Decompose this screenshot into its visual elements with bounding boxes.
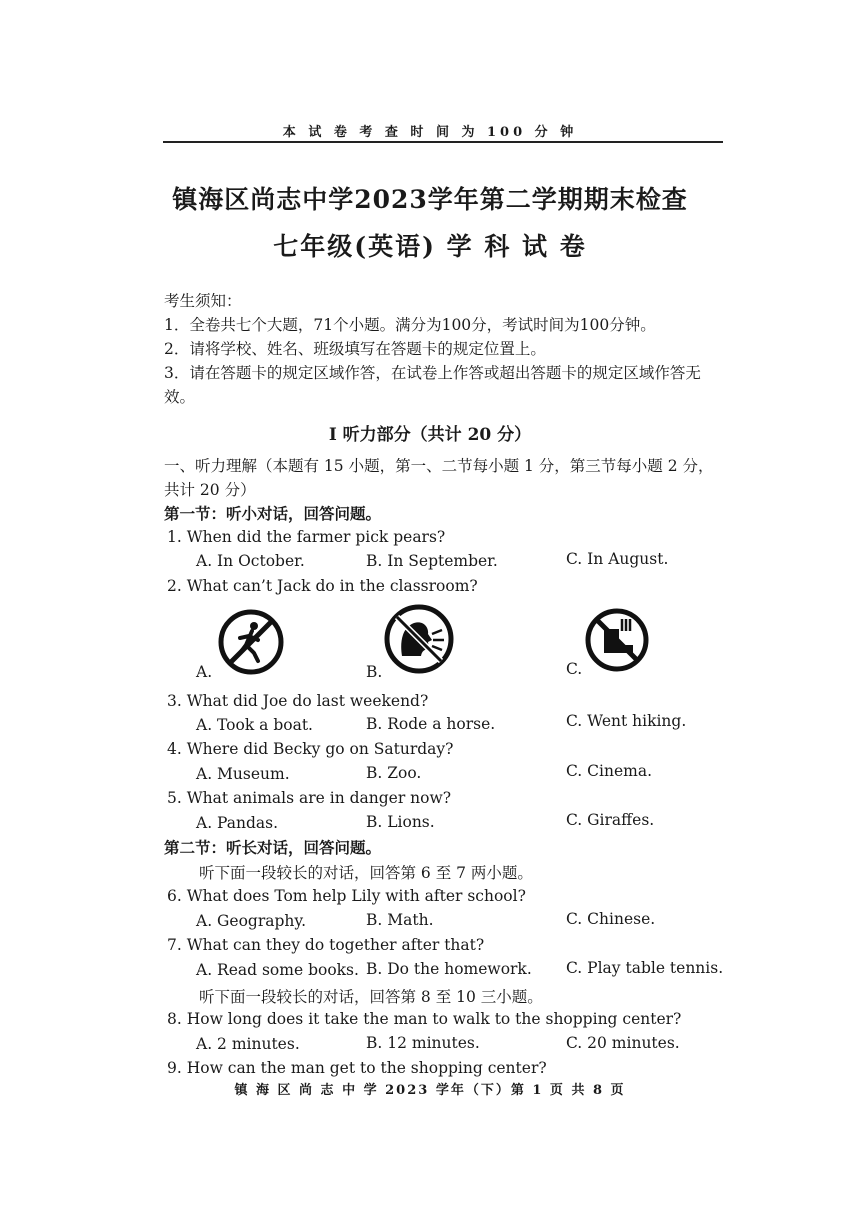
option-b: B. Zoo. xyxy=(366,764,422,782)
option-c: C. 20 minutes. xyxy=(566,1034,680,1052)
notice-item: 2．请将学校、姓名、班级填写在答题卡的规定位置上。 xyxy=(164,340,546,358)
subsection-heading: 第一节：听小对话，回答问题。 xyxy=(164,504,382,523)
subsection-heading: 第二节：听长对话，回答问题。 xyxy=(164,838,382,857)
option-b: B. 12 minutes. xyxy=(366,1034,480,1052)
option-a: A. Geography. xyxy=(196,912,307,930)
question: 7. What can they do together after that? xyxy=(167,936,485,954)
no-eating-icon xyxy=(584,607,650,677)
question: 9. How can the man get to the shopping center? xyxy=(167,1059,547,1077)
option-b: B. Lions. xyxy=(366,813,435,831)
no-running-icon xyxy=(218,609,284,679)
question: 1. When did the farmer pick pears? xyxy=(167,528,446,546)
option-c: C. Chinese. xyxy=(566,910,656,928)
exam-title: 镇海区尚志中学2023学年第二学期期末检查 xyxy=(172,185,688,214)
section-heading: 一、听力理解（本题有 15 小题，第一、二节每小题 1 分，第三节每小题 2 分， xyxy=(164,457,714,475)
option-b: B. xyxy=(366,663,383,681)
option-b: B. In September. xyxy=(366,552,498,570)
option-b: B. Do the homework. xyxy=(366,960,532,978)
page-footer: 镇 海 区 尚 志 中 学 2023 学年（下）第 1 页 共 8 页 xyxy=(234,1083,626,1098)
option-c: C. Cinema. xyxy=(566,762,652,780)
exam-time-note: 本 试 卷 考 查 时 间 为 100 分 钟 xyxy=(282,125,578,140)
no-shouting-icon xyxy=(384,604,454,678)
exam-subtitle: 七年级(英语) 学 科 试 卷 xyxy=(273,232,587,261)
option-a: A. Read some books. xyxy=(196,961,359,979)
instruction: 听下面一段较长的对话，回答第 6 至 7 两小题。 xyxy=(199,864,533,882)
option-a: A. 2 minutes. xyxy=(196,1035,300,1053)
listening-part-title: I 听力部分（共计 20 分） xyxy=(328,425,532,445)
option-a: A. xyxy=(196,663,213,681)
question: 3. What did Joe do last weekend? xyxy=(167,692,429,710)
question: 2. What can’t Jack do in the classroom? xyxy=(167,577,478,595)
question: 4. Where did Becky go on Saturday? xyxy=(167,740,454,758)
question: 6. What does Tom help Lily with after school? xyxy=(167,887,526,905)
instruction: 听下面一段较长的对话，回答第 8 至 10 三小题。 xyxy=(199,988,543,1006)
option-c: C. In August. xyxy=(566,550,669,568)
notice-item: 3．请在答题卡的规定区域作答，在试卷上作答或超出答题卡的规定区域作答无 xyxy=(164,364,701,382)
section-heading-cont: 共计 20 分） xyxy=(164,481,256,499)
question: 8. How long does it take the man to walk to the shopping center? xyxy=(167,1010,682,1028)
option-b: B. Math. xyxy=(366,911,434,929)
option-a: A. Took a boat. xyxy=(196,716,313,734)
question: 5. What animals are in danger now? xyxy=(167,789,452,807)
option-a: A. Museum. xyxy=(196,765,290,783)
option-c: C. xyxy=(566,660,583,678)
option-c: C. Giraffes. xyxy=(566,811,655,829)
notice-heading: 考生须知： xyxy=(164,292,242,310)
header-rule xyxy=(163,141,723,143)
option-b: B. Rode a horse. xyxy=(366,715,496,733)
option-c: C. Play table tennis. xyxy=(566,959,724,977)
option-c: C. Went hiking. xyxy=(566,712,687,730)
notice-item: 1．全卷共七个大题，71个小题。满分为100分，考试时间为100分钟。 xyxy=(164,316,656,334)
option-a: A. Pandas. xyxy=(196,814,279,832)
notice-item: 效。 xyxy=(164,388,196,406)
option-a: A. In October. xyxy=(196,552,305,570)
